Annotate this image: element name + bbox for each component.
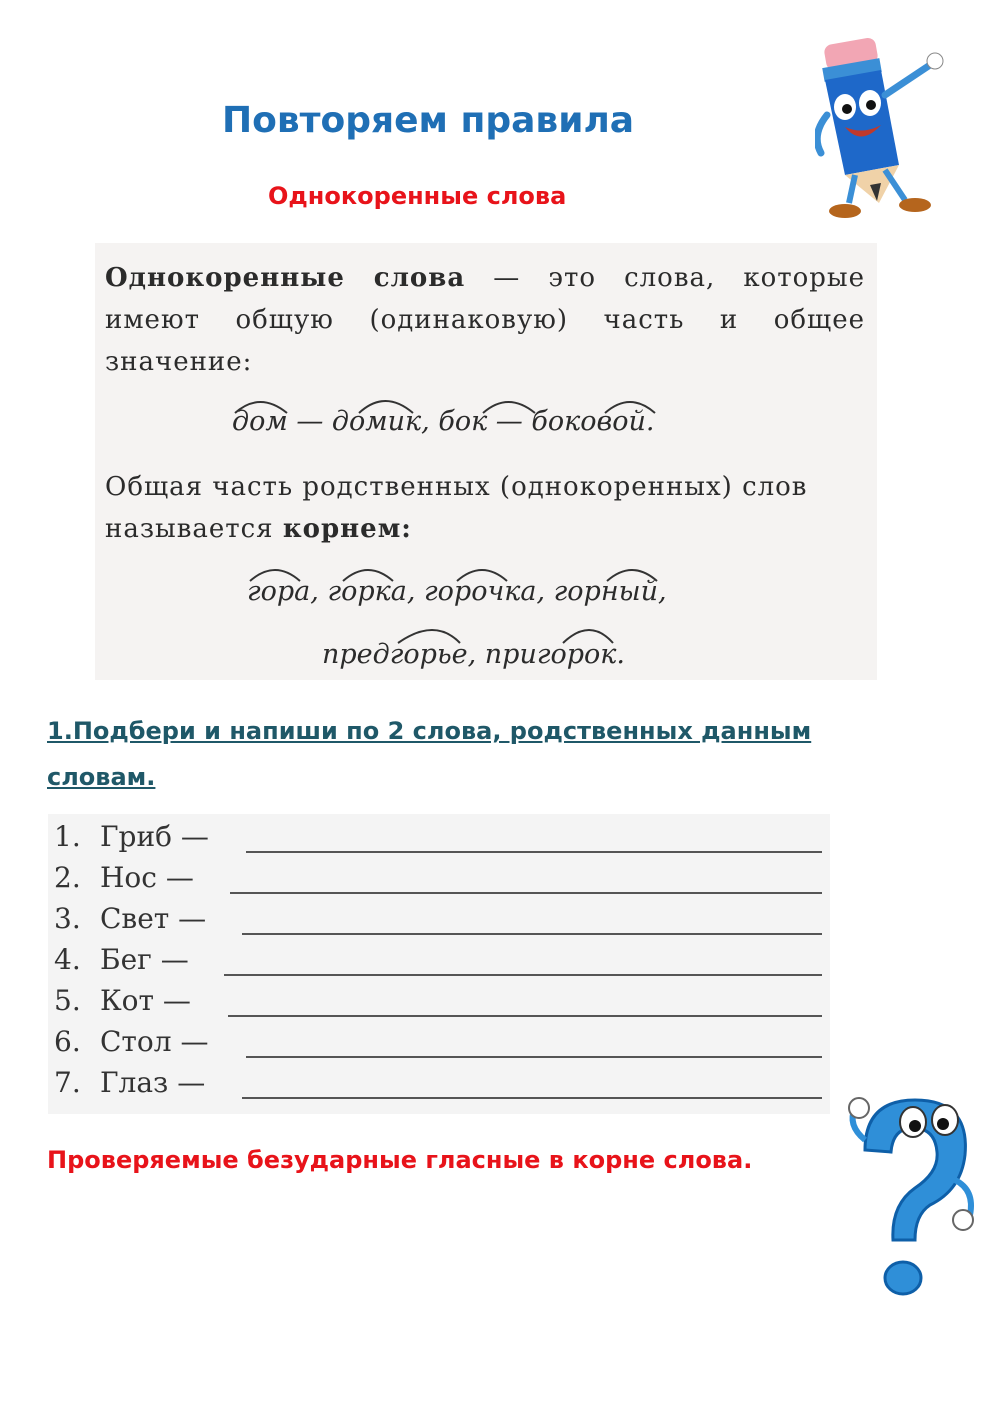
word-label: Свет — (100, 902, 207, 935)
page-subtitle: Однокоренные слова (268, 182, 567, 210)
word-number: 5. (54, 984, 81, 1017)
answer-line[interactable] (224, 974, 822, 976)
word-label: Нос — (100, 861, 194, 894)
word-label: Стол — (100, 1025, 209, 1058)
rule-term: Однокоренные слова (105, 263, 466, 293)
task-instruction: 1.Подбери и напиши по 2 слова, родственных данным словам. (47, 717, 812, 791)
word-row (48, 982, 830, 1023)
word-list (48, 814, 830, 1114)
rule-example-2: гора, горка, горочка, горный, (247, 576, 667, 607)
answer-line[interactable] (246, 1056, 822, 1058)
root-arcs (95, 243, 877, 680)
word-row (48, 1064, 830, 1105)
rule-box (95, 243, 877, 680)
word-number: 1. (54, 820, 81, 853)
question-mark-mascot-icon (835, 1080, 985, 1320)
word-number: 2. (54, 861, 81, 894)
answer-line[interactable] (228, 1015, 822, 1017)
rule-root-text: Общая часть родственных (однокоренных) слов называется (105, 472, 808, 544)
word-row (48, 859, 830, 900)
rule-example-1: дом — домик, бок — боковой. (232, 406, 655, 437)
word-label: Глаз — (100, 1066, 206, 1099)
word-row (48, 1023, 830, 1064)
answer-line[interactable] (242, 1097, 822, 1099)
pencil-mascot-icon (815, 35, 950, 225)
word-number: 3. (54, 902, 81, 935)
word-number: 4. (54, 943, 81, 976)
word-row (48, 941, 830, 982)
answer-line[interactable] (242, 933, 822, 935)
word-number: 7. (54, 1066, 81, 1099)
word-number: 6. (54, 1025, 81, 1058)
answer-line[interactable] (246, 851, 822, 853)
rule-example-3: предгорье, пригорок. (322, 639, 625, 670)
word-label: Бег — (100, 943, 189, 976)
word-label: Кот — (100, 984, 191, 1017)
rule-root-term: корнем: (282, 514, 412, 544)
rule-definition-text: — это слова, которые имеют общую (одинаковую) часть и общее значение: (105, 263, 865, 377)
page-title: Повторяем правила (222, 100, 635, 141)
answer-line[interactable] (230, 892, 822, 894)
word-label: Гриб — (100, 820, 209, 853)
word-row (48, 900, 830, 941)
word-row (48, 818, 830, 859)
section-heading: Проверяемые безударные гласные в корне слова. (47, 1146, 753, 1174)
